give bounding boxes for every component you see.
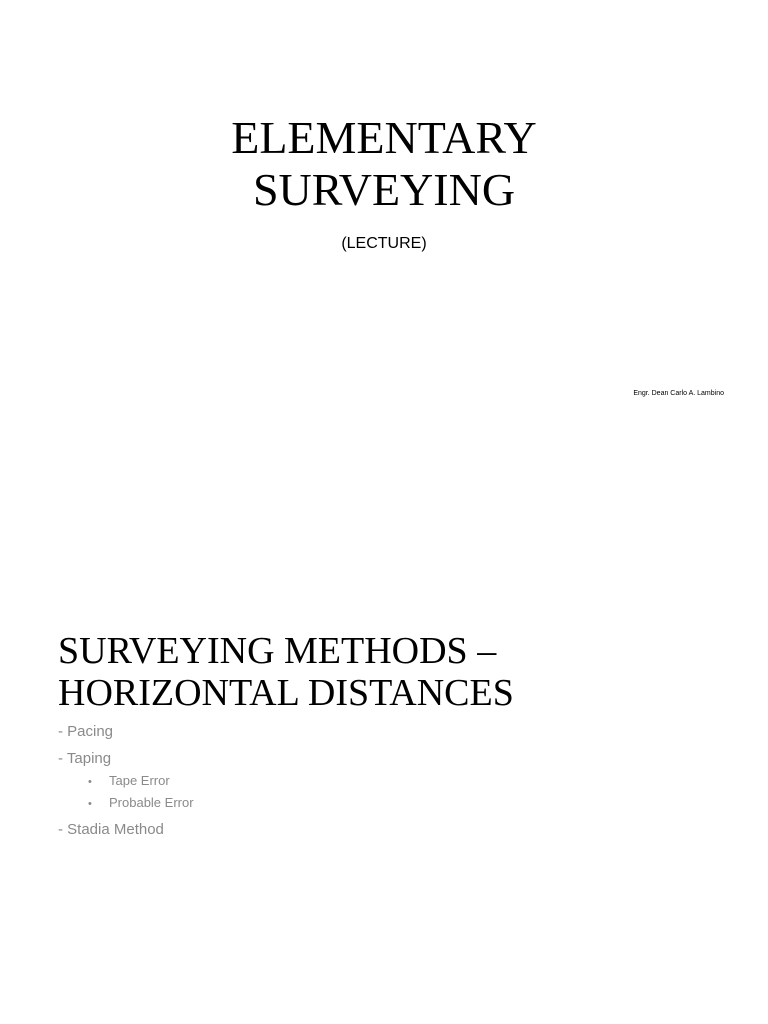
list-item-label: - Taping [58,750,112,767]
bullet-icon: • [88,798,92,810]
list-item-label: - Stadia Method [58,821,164,838]
list-item-pacing [58,722,194,742]
section-title-line-1: SURVEYING METHODS – [58,630,497,672]
methods-list [58,722,194,847]
sub-item-label: Probable Error [109,795,194,810]
title-line-2: SURVEYING [252,164,516,215]
list-item-stadia-method [58,820,194,840]
list-item-label: - Pacing [58,723,114,740]
taping-sublist [58,772,194,813]
slide-subtitle: (LECTURE) [341,235,427,252]
slide-title [0,112,768,216]
bullet-icon: • [88,776,92,788]
sub-item-probable-error [88,794,194,813]
title-line-1: ELEMENTARY [231,112,537,163]
methods-slide [0,512,768,1024]
section-title-line-2: HORIZONTAL DISTANCES [58,672,514,714]
section-title [58,630,738,714]
list-item-taping [58,749,194,813]
author-credit: Engr. Dean Carlo A. Lambino [633,390,724,397]
sub-item-tape-error [88,772,194,791]
sub-item-label: Tape Error [109,773,170,788]
